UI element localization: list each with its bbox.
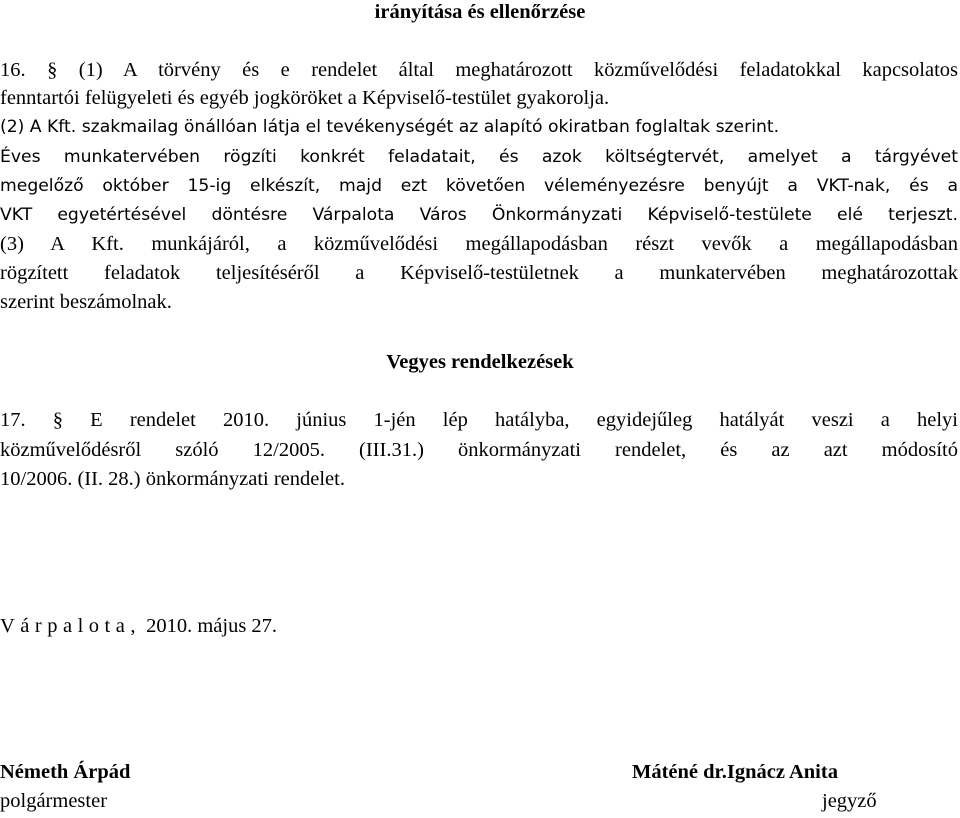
paragraph-16-line-3: (2) A Kft. szakmailag önállóan látja el tevékenységét az alapító okiratban foglaltak szerint. (0, 117, 780, 137)
section-heading-supervision: irányítása és ellenőrzése (374, 1, 586, 23)
notary-title: jegyző (822, 790, 877, 812)
signing-date: 2010. május 27. (146, 615, 278, 637)
paragraph-16-line-9: szerint beszámolnak. (0, 291, 172, 313)
mayor-title: polgármester (0, 790, 108, 812)
place-and-date (0, 612, 958, 641)
paragraph-17-line-3: 10/2006. (II. 28.) önkormányzati rendelet. (0, 468, 345, 490)
paragraph-16-line-4: Éves munkatervében rögzíti konkrét feladatait, és azok költségtervét, amelyet a tárgyévet (0, 147, 958, 167)
paragraph-16-line-7: (3) A Kft. munkájáról, a közművelődési megállapodásban részt vevők a megállapodásban (0, 233, 958, 255)
paragraph-16-line-8: rögzített feladatok teljesítéséről a Képviselő-testületnek a munkatervében meghatározottak (0, 262, 958, 284)
mayor-name: Németh Árpád (0, 761, 131, 783)
paragraph-16-line-2: fenntartói felügyeleti és egyéb jogköröket a Képviselő-testület gyakorolja. (0, 87, 610, 109)
paragraph-16-line-1: 16. § (1) A törvény és e rendelet által meghatározott közművelődési feladatokkal kapcsolatos (0, 59, 958, 81)
paragraph-16-line-6: VKT egyetértésével döntésre Várpalota Város Önkormányzati Képviselő-testülete elé terjeszt. (0, 205, 958, 225)
paragraph-17-line-1: 17. § E rendelet 2010. június 1-jén lép hatályba, egyidejűleg hatályát veszi a helyi (0, 409, 958, 431)
place-name: Várpalota, (0, 615, 141, 637)
notary-name: Máténé dr.Ignácz Anita (632, 761, 838, 783)
section-heading-miscellaneous: Vegyes rendelkezések (386, 351, 574, 373)
paragraph-16-line-5: megelőző október 15-ig elkészít, majd ezt követően véleményezésre benyújt a VKT-nak, és a (0, 176, 958, 196)
paragraph-17-line-2: közművelődésről szóló 12/2005. (III.31.) önkormányzati rendelet, és az azt módosító (0, 439, 958, 461)
